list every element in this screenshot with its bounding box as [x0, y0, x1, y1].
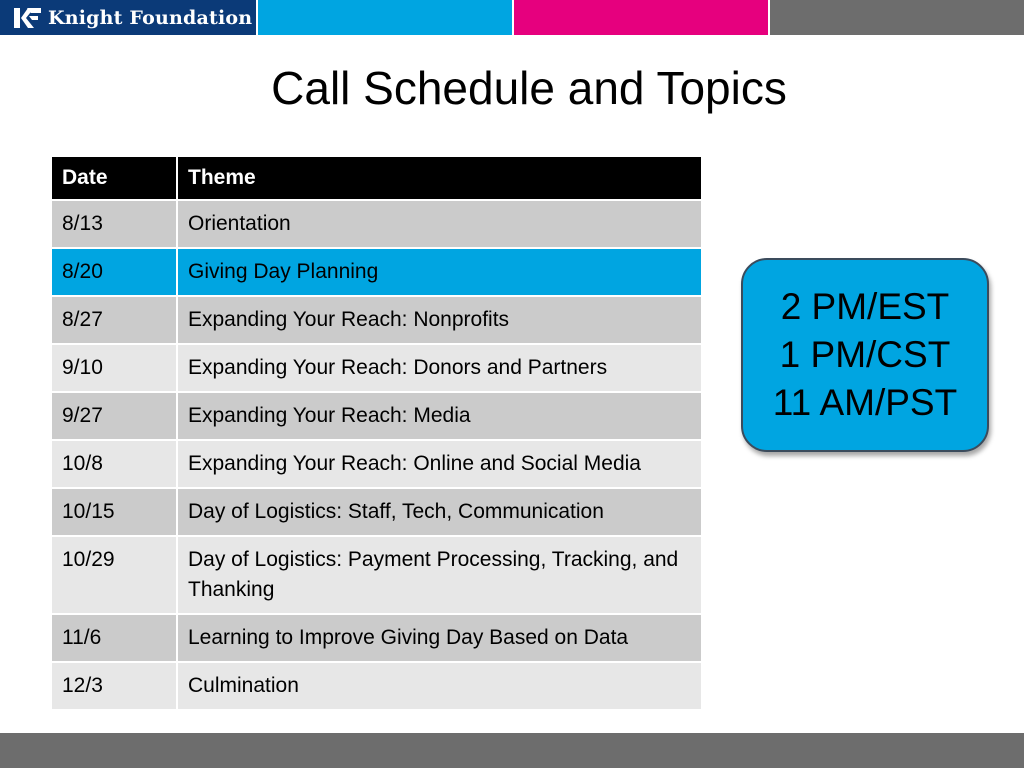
header-blue-segment [256, 0, 512, 35]
table-row [52, 344, 702, 392]
date-cell: 10/29 [52, 536, 177, 614]
date-cell: 11/6 [52, 614, 177, 662]
table-row-highlighted [52, 248, 702, 296]
logo-text: Knight Foundation [48, 6, 253, 29]
table-row [52, 440, 702, 488]
theme-cell: Expanding Your Reach: Donors and Partners [177, 344, 702, 392]
table-row [52, 296, 702, 344]
table-row [52, 662, 702, 710]
column-header-date: Date [52, 157, 177, 200]
time-cst: 1 PM/CST [779, 334, 951, 375]
theme-cell: Expanding Your Reach: Media [177, 392, 702, 440]
knight-foundation-logo-mark-icon [12, 6, 42, 30]
table-row [52, 536, 702, 614]
time-est: 2 PM/EST [780, 286, 950, 327]
date-cell: 8/20 [52, 248, 177, 296]
date-cell: 10/8 [52, 440, 177, 488]
theme-cell: Learning to Improve Giving Day Based on Data [177, 614, 702, 662]
theme-cell: Expanding Your Reach: Online and Social Media [177, 440, 702, 488]
date-cell: 9/27 [52, 392, 177, 440]
header-gray-segment [768, 0, 1024, 35]
theme-cell: Culmination [177, 662, 702, 710]
table-header-row [52, 157, 702, 200]
theme-cell: Day of Logistics: Payment Processing, Tracking, and Thanking [177, 536, 702, 614]
date-cell: 8/13 [52, 200, 177, 248]
header-color-bar [0, 0, 1024, 35]
table-row [52, 392, 702, 440]
footer-bar [0, 733, 1024, 768]
call-time-box [741, 258, 989, 452]
theme-cell: Orientation [177, 200, 702, 248]
table-row [52, 488, 702, 536]
date-cell: 10/15 [52, 488, 177, 536]
knight-foundation-logo [0, 0, 256, 35]
slide-title: Call Schedule and Topics [271, 62, 787, 114]
date-cell: 8/27 [52, 296, 177, 344]
table-row [52, 200, 702, 248]
time-pst: 11 AM/PST [772, 382, 958, 423]
table-row [52, 614, 702, 662]
theme-cell: Giving Day Planning [177, 248, 702, 296]
theme-cell: Day of Logistics: Staff, Tech, Communication [177, 488, 702, 536]
date-cell: 9/10 [52, 344, 177, 392]
header-pink-segment [512, 0, 768, 35]
date-cell: 12/3 [52, 662, 177, 710]
schedule-table [52, 157, 703, 711]
theme-cell: Expanding Your Reach: Nonprofits [177, 296, 702, 344]
column-header-theme: Theme [177, 157, 702, 200]
